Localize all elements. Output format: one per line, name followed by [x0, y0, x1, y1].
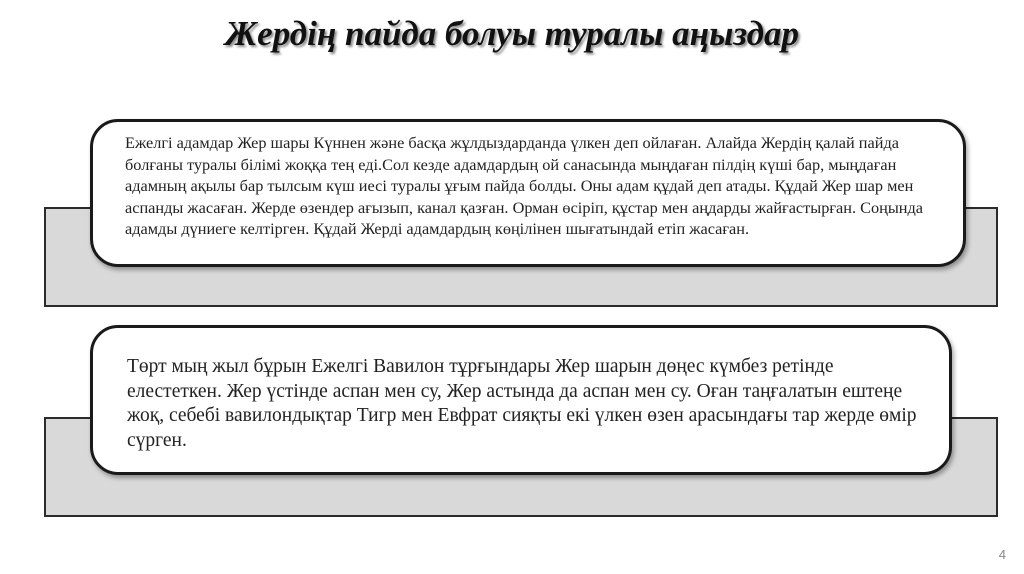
legend-text-1: Ежелгі адамдар Жер шары Күннен және басқа жұлдыздарданда үлкен деп ойлаған. Алайда Жердің қалай пайда болғаны туралы білімі жоққа тең еді.Сол кезде адамдардың ой санасында мыңдаған пілдің күші бар, мыңдаған адамның ақылы бар тылсым күш иесі туралы ұғым пайда болды. Оны адам құдай деп атады. Құдай Жер шар мен аспанды жасаған. Жерде өзендер ағызып, канал қазған. Орман өсіріп, құстар мен аңдарды жайғастырған. Соңында адамды дүниеге келтірген. Құдай Жерді адамдардың көңілінен шығатындай етіп жасаған.: [125, 133, 923, 238]
legend-card-1: [90, 119, 966, 267]
page-number: 4: [998, 547, 1006, 562]
legend-card-2: [90, 325, 952, 475]
legend-text-2: Төрт мың жыл бұрын Ежелгі Вавилон тұрғындары Жер шарын дөңес күмбез ретінде елестеткен. Жер үстінде аспан мен су, Жер астында да аспан мен су. Оған таңғалатын ештеңе жоқ, себебі вавилондықтар Тигр мен Евфрат сияқты екі үлкен өзен арасындағы тар жерде өмір сүрген.: [127, 356, 917, 451]
slide-title: Жердің пайда болуы туралы аңыздар: [225, 14, 799, 53]
